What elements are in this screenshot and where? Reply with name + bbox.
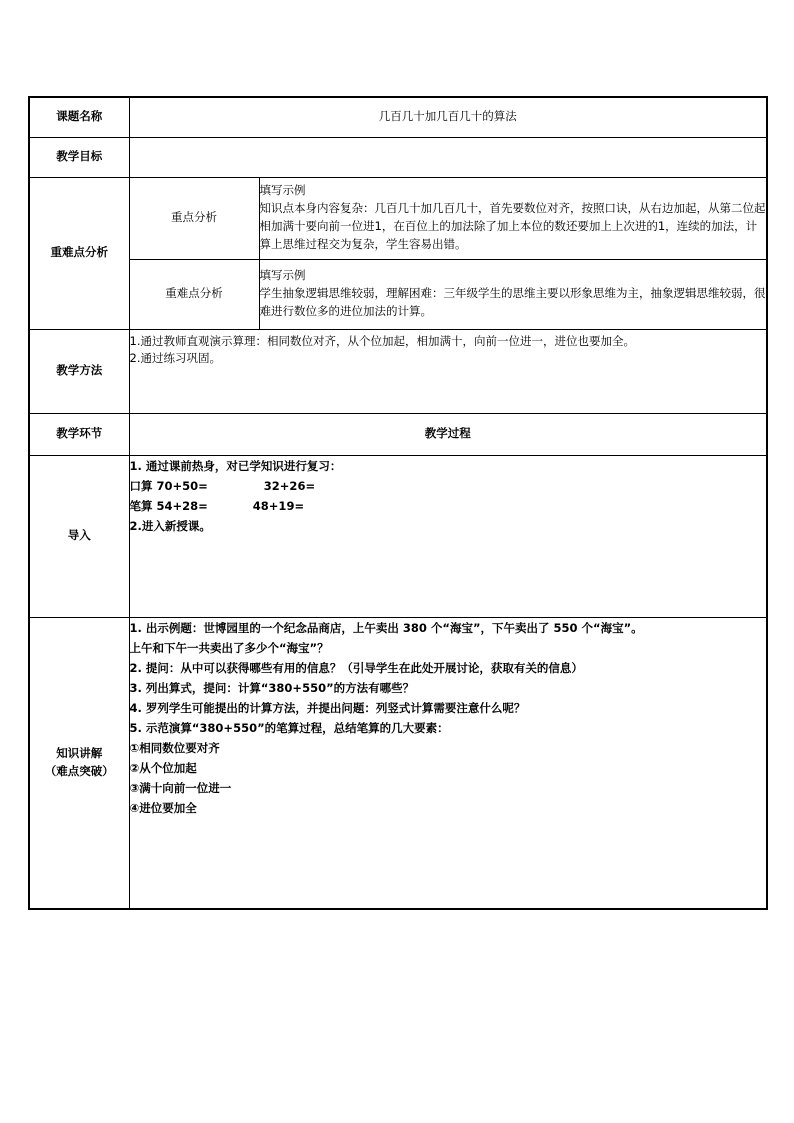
knowledge-line: 5. 示范演算“380+550”的笔算过程，总结笔算的几大要素： bbox=[129, 720, 449, 735]
goal-row bbox=[29, 137, 767, 177]
knowledge-line: ①相同数位要对齐 bbox=[129, 740, 220, 755]
key-difficult-heading: 填写示例 bbox=[259, 268, 306, 283]
oral-calc-2: 32+26= bbox=[263, 478, 316, 493]
intro-line-3 bbox=[130, 496, 767, 516]
key-focus-row bbox=[29, 177, 767, 259]
process-label: 教学过程 bbox=[129, 413, 767, 455]
key-focus-text: 知识点本身内容复杂：几百几十加几百几十，首先要数位对齐，按照口诀，从右边加起，从第二位起相加满十要向前一位进1，在百位上的加法除了加上本位的数还要加上上次进的1，连续的加法，计算上思维过程交为复杂，学生容易出错。 bbox=[259, 201, 766, 251]
lesson-plan-table bbox=[28, 96, 768, 910]
written-calc-2: 48+19= bbox=[252, 498, 305, 513]
method-row bbox=[29, 329, 767, 413]
key-difficult-row bbox=[29, 259, 767, 329]
intro-line-4: 2.进入新授课。 bbox=[129, 518, 211, 533]
goal-value bbox=[129, 137, 767, 177]
method-item-2: 2.通过练习巩固。 bbox=[129, 351, 221, 366]
knowledge-sublabel: （难点突破） bbox=[44, 763, 114, 778]
knowledge-line: ②从个位加起 bbox=[129, 760, 197, 775]
knowledge-line: 上午和下午一共卖出了多少个“海宝”？ bbox=[129, 640, 329, 655]
method-content bbox=[129, 329, 767, 413]
knowledge-content bbox=[129, 617, 767, 909]
knowledge-line: 1. 出示例题：世博园里的一个纪念品商店，上午卖出 380 个“海宝”，下午卖出了 550 个“海宝”。 bbox=[129, 620, 643, 635]
title-value: 几百几十加几百几十的算法 bbox=[129, 97, 767, 137]
intro-content bbox=[129, 455, 767, 617]
key-analysis-label: 重难点分析 bbox=[29, 177, 129, 329]
method-item-1: 1.通过教师直观演示算理：相同数位对齐，从个位加起，相加满十，向前一位进一，进位也要加全。 bbox=[129, 333, 635, 348]
key-difficult-content bbox=[259, 259, 767, 329]
intro-line-1: 1. 通过课前热身，对已学知识进行复习： bbox=[129, 458, 342, 473]
title-row bbox=[29, 97, 767, 137]
stage-header-row bbox=[29, 413, 767, 455]
knowledge-row bbox=[29, 617, 767, 909]
knowledge-line: ③满十向前一位进一 bbox=[129, 780, 232, 795]
written-calc-1: 笔算 54+28= bbox=[129, 498, 208, 513]
knowledge-line: 2. 提问：从中可以获得哪些有用的信息？（引导学生在此处开展讨论，获取有关的信息） bbox=[129, 660, 583, 675]
key-focus-heading: 填写示例 bbox=[259, 183, 306, 198]
stage-label: 教学环节 bbox=[29, 413, 129, 455]
knowledge-label-cell bbox=[29, 617, 129, 909]
goal-label: 教学目标 bbox=[29, 137, 129, 177]
key-focus-label: 重点分析 bbox=[129, 177, 259, 259]
intro-line-2 bbox=[130, 476, 767, 496]
intro-label: 导入 bbox=[29, 455, 129, 617]
key-focus-content bbox=[259, 177, 767, 259]
intro-row bbox=[29, 455, 767, 617]
key-difficult-label: 重难点分析 bbox=[129, 259, 259, 329]
knowledge-line: ④进位要加全 bbox=[129, 800, 197, 815]
oral-calc-1: 口算 70+50= bbox=[129, 478, 208, 493]
title-label: 课题名称 bbox=[29, 97, 129, 137]
knowledge-line: 3. 列出算式，提问：计算“380+550”的方法有哪些？ bbox=[129, 680, 415, 695]
method-label: 教学方法 bbox=[29, 329, 129, 413]
knowledge-label: 知识讲解 bbox=[56, 745, 103, 760]
knowledge-line: 4. 罗列学生可能提出的计算方法，并提出问题：列竖式计算需要注意什么呢？ bbox=[129, 700, 526, 715]
key-difficult-text: 学生抽象逻辑思维较弱，理解困难：三年级学生的思维主要以形象思维为主，抽象逻辑思维较弱，很难进行数位多的进位加法的计算。 bbox=[259, 286, 766, 318]
